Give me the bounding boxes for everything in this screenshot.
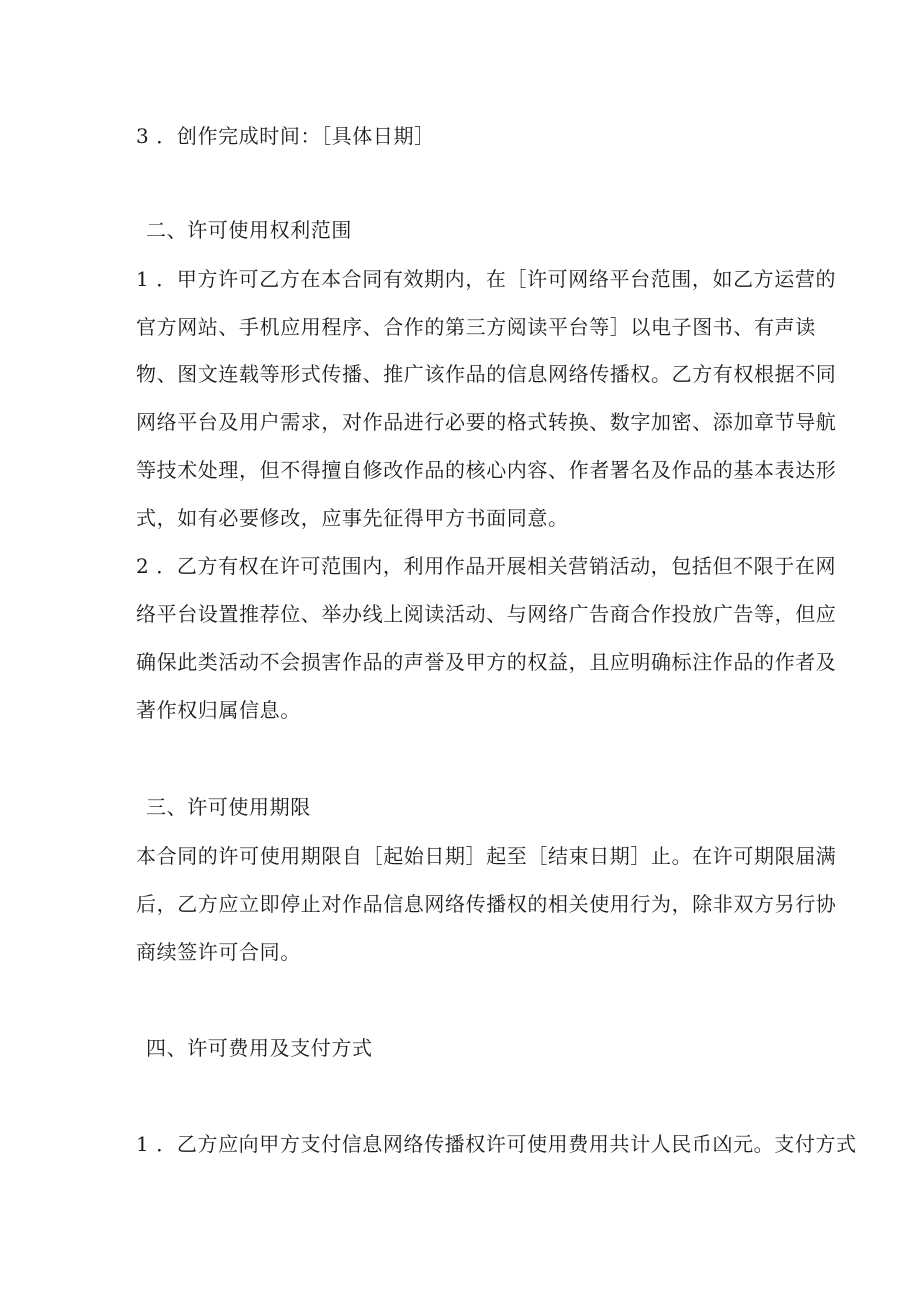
section-3-heading: 三、许可使用期限: [146, 795, 311, 819]
section-3-paragraph-line-1: 本合同的许可使用期限自［起始日期］起至［结束日期］止。在许可期限届满: [136, 844, 837, 868]
section-2-paragraph-1-line-1: 1 ．甲方许可乙方在本合同有效期内，在［许可网络平台范围，如乙方运营的: [136, 267, 837, 291]
section-3-paragraph-line-2: 后，乙方应立即停止对作品信息网络传播权的相关使用行为，除非双方另行协: [136, 892, 837, 916]
section-2-paragraph-1-line-4: 网络平台及用户需求，对作品进行必要的格式转换、数字加密、添加章节导航: [136, 410, 837, 434]
section-4-heading: 四、许可费用及支付方式: [146, 1036, 373, 1060]
section-2-paragraph-2-line-1: 2 ．乙方有权在许可范围内，利用作品开展相关营销活动，包括但不限于在网: [136, 554, 837, 578]
section-2-paragraph-2-line-2: 络平台设置推荐位、举办线上阅读活动、与网络广告商合作投放广告等，但应: [136, 602, 837, 626]
section-2-paragraph-2-line-4: 著作权归属信息。: [136, 698, 301, 722]
section-3-paragraph-line-3: 商续签许可合同。: [136, 940, 301, 964]
section-2-paragraph-2-line-3: 确保此类活动不会损害作品的声誉及甲方的权益，且应明确标注作品的作者及: [136, 650, 837, 674]
section-2-paragraph-1-line-5: 等技术处理，但不得擅自修改作品的核心内容、作者署名及作品的基本表达形: [136, 458, 837, 482]
section-2-heading: 二、许可使用权利范围: [146, 218, 352, 242]
section-4-paragraph-1-line-1: 1 ．乙方应向甲方支付信息网络传播权许可使用费用共计人民币凶元。支付方式: [136, 1132, 857, 1156]
item-3-completion-date: 3 ．创作完成时间：［具体日期］: [136, 124, 435, 148]
section-2-paragraph-1-line-2: 官方网站、手机应用程序、合作的第三方阅读平台等］以电子图书、有声读: [136, 315, 816, 339]
section-2-paragraph-1-line-6: 式，如有必要修改，应事先征得甲方书面同意。: [136, 506, 569, 530]
section-2-paragraph-1-line-3: 物、图文连载等形式传播、推广该作品的信息网络传播权。乙方有权根据不同: [136, 362, 837, 386]
